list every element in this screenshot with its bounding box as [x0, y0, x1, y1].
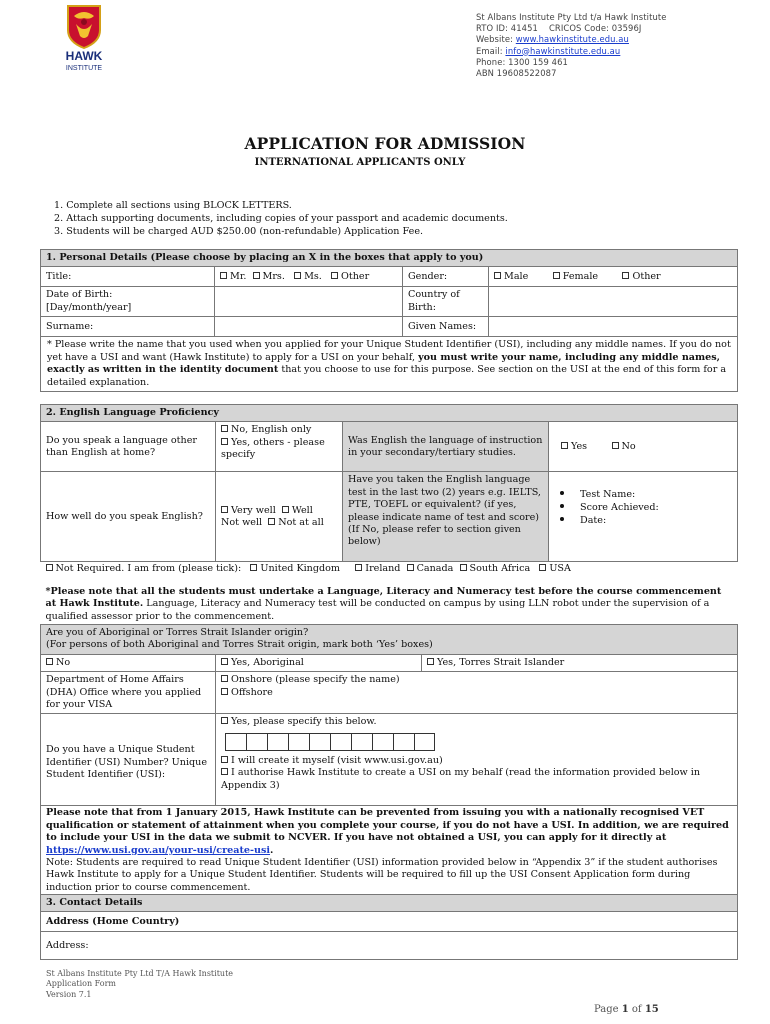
page-title: APPLICATION FOR ADMISSION [244, 134, 526, 153]
usi-notice [41, 806, 738, 897]
usi-create-link[interactable]: https://www.usi.gov.au/your-usi/create-usi [46, 844, 271, 856]
checkbox-usi-create[interactable] [221, 756, 228, 763]
website-link[interactable]: www.hawkinstitute.edu.au [515, 34, 629, 45]
option-instruction-no: No [621, 440, 636, 452]
checkbox-aboriginal-no[interactable] [46, 658, 53, 665]
option-uk: United Kingdom [260, 563, 341, 575]
option-title-other: Other [341, 270, 370, 282]
english-proficiency-table [40, 404, 738, 626]
given-names-input[interactable] [489, 317, 738, 337]
page-number [594, 1004, 659, 1015]
country-of-birth-input[interactable] [489, 287, 738, 317]
checkbox-not-required[interactable] [46, 564, 53, 571]
address-field[interactable] [41, 932, 738, 960]
page-of: of [628, 1004, 645, 1015]
page-subtitle: INTERNATIONAL APPLICANTS ONLY [254, 157, 466, 168]
english-test-question: Have you taken the English language test in the last two (2) years e.g. IELTS, PTE, TOEFL or equivalent? (if yes, please indicate name of test and score) (If No, please refer to section given below) [343, 472, 549, 562]
score-field[interactable] [560, 501, 732, 514]
option-onshore: Onshore (please specify the name) [231, 674, 400, 686]
option-aboriginal-no: No [56, 656, 71, 668]
option-very-well: Very well [231, 504, 276, 516]
checkbox-female[interactable] [553, 272, 560, 279]
usi-options [216, 714, 738, 806]
usi-notice-bold: Please note that from 1 January 2015, Hawk Institute can be prevented from issuing you with a nationally recognised VET qualification or statement of attainment when you complete your course, if you do not have a USI. In addition, we are required to include your USI in the data we submit to NCVER. If you have not obtained a USI, you can apply for it directly at [46, 807, 729, 844]
instruction-item: 3. Students will be charged AUD $250.00 (non-refundable) Application Fee. [54, 226, 424, 237]
checkbox-canada[interactable] [407, 564, 414, 571]
checkbox-uk[interactable] [250, 564, 257, 571]
usi-note: Note: Students are required to read Unique Student Identifier (USI) information provided below in “Appendix 3” if the student authorises Hawk Institute to apply for a Unique Student Identifier. Students will be required to fill up the USI Consent Application form during induction prior to course commencement. [46, 857, 718, 893]
checkbox-mrs[interactable] [253, 272, 260, 279]
surname-label: Surname: [41, 317, 215, 337]
english-test-fields [549, 472, 738, 562]
how-well-question: How well do you speak English? [41, 472, 216, 562]
checkbox-onshore[interactable] [221, 675, 228, 682]
footer-form-name: Application Form [46, 979, 117, 989]
checkbox-english-only[interactable] [221, 425, 228, 432]
website-label: Website: [476, 34, 516, 45]
footer-company: St Albans Institute Pty Ltd T/A Hawk Institute [46, 969, 234, 978]
not-required-label: Not Required. I am from (please tick): [55, 563, 242, 575]
dha-office-label: Department of Home Affairs (DHA) Office where you applied for your VISA [41, 672, 216, 714]
option-not-well: Not well [221, 516, 263, 528]
page-label: Page [594, 1004, 622, 1015]
checkbox-title-other[interactable] [331, 272, 338, 279]
dob-format: [Day/month/year] [46, 301, 132, 313]
aboriginal-note: (For persons of both Aboriginal and Torres Strait origin, mark both ‘Yes’ boxes) [46, 639, 433, 651]
other-language-options [216, 422, 343, 472]
abn-line: ABN 19608522087 [476, 68, 557, 79]
checkbox-instruction-yes[interactable] [561, 442, 568, 449]
personal-details-table [40, 249, 738, 392]
logo-text-institute: INSTITUTE [65, 65, 103, 72]
option-usi-authorise: I authorise Hawk Institute to create a USI on my behalf (read the information provided below in Appendix 3) [221, 767, 701, 791]
option-gender-other: Other [632, 270, 661, 282]
option-mr: Mr. [230, 270, 247, 282]
test-date-label: Date: [580, 515, 607, 527]
test-name-field[interactable] [560, 488, 732, 501]
how-well-options [216, 472, 343, 562]
instruction-item: 2. Attach supporting documents, including copies of your passport and academic documents. [54, 213, 508, 224]
checkbox-usa[interactable] [539, 564, 546, 571]
torres-yes-cell [422, 654, 738, 671]
hawk-institute-logo [52, 4, 116, 72]
dha-office-options [216, 672, 738, 714]
name-usi-note [41, 337, 738, 392]
address-label: Address: [46, 939, 89, 951]
email-link[interactable]: info@hawkinstitute.edu.au [505, 45, 621, 56]
option-ireland: Ireland [365, 563, 401, 575]
test-date-field[interactable] [560, 514, 732, 527]
bullet-icon [560, 517, 564, 521]
institute-contact-block [476, 12, 667, 79]
usi-question: Do you have a Unique Student Identifier (USI) Number? Unique Student Identifier (USI): [41, 714, 216, 806]
title-label: Title: [41, 267, 215, 287]
option-usi-create: I will create it myself (visit www.usi.gov.au) [231, 754, 443, 766]
dob-label: Date of Birth: [46, 289, 113, 301]
checkbox-aboriginal-yes[interactable] [221, 658, 228, 665]
note-text-2: that you choose to use for this purpose. See section on the USI at the end of this form for a detailed explanation. [47, 364, 727, 388]
page-current: 1 [621, 1004, 629, 1015]
option-english-only: No, English only [231, 424, 312, 436]
checkbox-ms[interactable] [294, 272, 301, 279]
checkbox-others[interactable] [221, 438, 228, 445]
instruction-language-question: Was English the language of instruction in your secondary/tertiary studies. [343, 422, 549, 472]
note-text-1: * Please write the name that you used when you applied for your Unique Student Identifier (USI), including any middle names. If you do not yet have a USI and want (Hawk Institute) to apply for a USI on your behalf, [47, 339, 731, 363]
option-well: Well [291, 504, 313, 516]
aboriginal-yes-cell [216, 654, 422, 671]
lln-note [41, 578, 738, 626]
gender-options [489, 267, 738, 287]
footer-info [46, 969, 233, 1000]
checkbox-male[interactable] [494, 272, 501, 279]
instruction-item: 1. Complete all sections using BLOCK LETTERS. [54, 200, 292, 211]
option-canada: Canada [416, 563, 454, 575]
option-not-at-all: Not at all [278, 516, 324, 528]
phone-line: Phone: 1300 159 461 [476, 56, 568, 67]
option-instruction-yes: Yes [571, 440, 588, 452]
aboriginal-question: Are you of Aboriginal or Torres Strait Islander origin? [46, 627, 309, 638]
option-south-africa: South Africa [469, 563, 531, 575]
lln-note-text: Language, Literacy and Numeracy test will be conducted on campus by using LLN robot under the supervision of a qualified assessor prior to the commencement. [45, 598, 710, 622]
option-usi-yes: Yes, please specify this below. [231, 716, 377, 728]
given-names-label: Given Names: [403, 317, 489, 337]
email-label: Email: [476, 45, 506, 56]
bullet-icon [560, 504, 564, 508]
gender-label: Gender: [403, 267, 489, 287]
dob-label-cell [41, 287, 215, 317]
footer-version: Version 7.1 [46, 989, 92, 999]
aboriginal-usi-table [40, 624, 738, 897]
instructions-list [54, 199, 508, 238]
instruction-language-options [549, 422, 738, 472]
dob-input[interactable] [215, 287, 403, 317]
aboriginal-question-cell [41, 625, 738, 655]
note-text-bold: you must write your name, including any middle names, exactly as written in the identity document [47, 351, 721, 376]
page-total: 15 [644, 1004, 659, 1015]
surname-input[interactable] [215, 317, 403, 337]
checkbox-usi-authorise[interactable] [221, 768, 228, 775]
checkbox-very-well[interactable] [221, 506, 228, 513]
option-others: Yes, others - please specify [221, 436, 325, 461]
option-aboriginal-yes: Yes, Aboriginal [231, 656, 304, 668]
section-1-heading: 1. Personal Details (Please choose by placing an X in the boxes that apply to you) [41, 250, 738, 267]
title-options [215, 267, 403, 287]
checkbox-instruction-no[interactable] [612, 442, 619, 449]
address-home-country-heading: Address (Home Country) [41, 912, 738, 932]
option-male: Male [504, 270, 529, 282]
checkbox-well[interactable] [282, 506, 289, 513]
contact-details-table [40, 894, 738, 960]
checkbox-torres-yes[interactable] [427, 658, 434, 665]
checkbox-gender-other[interactable] [622, 272, 629, 279]
lln-note-bold: *Please note that all the students must undertake a Language, Literacy and Numeracy test before the course commencement at Hawk Institute. [45, 585, 722, 610]
score-label: Score Achieved: [580, 502, 659, 514]
option-usa: USA [549, 563, 571, 575]
email-line [476, 46, 667, 57]
checkbox-usi-yes[interactable] [221, 717, 228, 724]
other-language-question: Do you speak a language other than English at home? [41, 422, 216, 472]
logo-text-hawk: HAWK [65, 49, 103, 63]
option-offshore: Offshore [231, 686, 273, 698]
checkbox-not-at-all[interactable] [268, 518, 275, 525]
country-of-birth-label: Country of Birth: [403, 287, 489, 317]
option-female: Female [562, 270, 599, 282]
website-line [476, 34, 667, 45]
usi-notice-end: . [270, 844, 274, 856]
option-torres-yes: Yes, Torres Strait Islander [437, 656, 565, 668]
rto-cricos: RTO ID: 41451 CRICOS Code: 03596J [476, 23, 642, 34]
test-name-label: Test Name: [580, 489, 636, 501]
checkbox-south-africa[interactable] [460, 564, 467, 571]
checkbox-offshore[interactable] [221, 688, 228, 695]
company-name: St Albans Institute Pty Ltd t/a Hawk Institute [476, 12, 667, 22]
option-ms: Ms. [304, 270, 322, 282]
not-required-row [41, 562, 738, 578]
checkbox-mr[interactable] [220, 272, 227, 279]
bullet-icon [560, 491, 564, 495]
checkbox-ireland[interactable] [355, 564, 362, 571]
section-3-heading: 3. Contact Details [41, 895, 738, 912]
option-mrs: Mrs. [262, 270, 285, 282]
aboriginal-no-cell [41, 654, 216, 671]
usi-number-input[interactable] [225, 733, 732, 751]
section-2-heading: 2. English Language Proficiency [41, 405, 738, 422]
